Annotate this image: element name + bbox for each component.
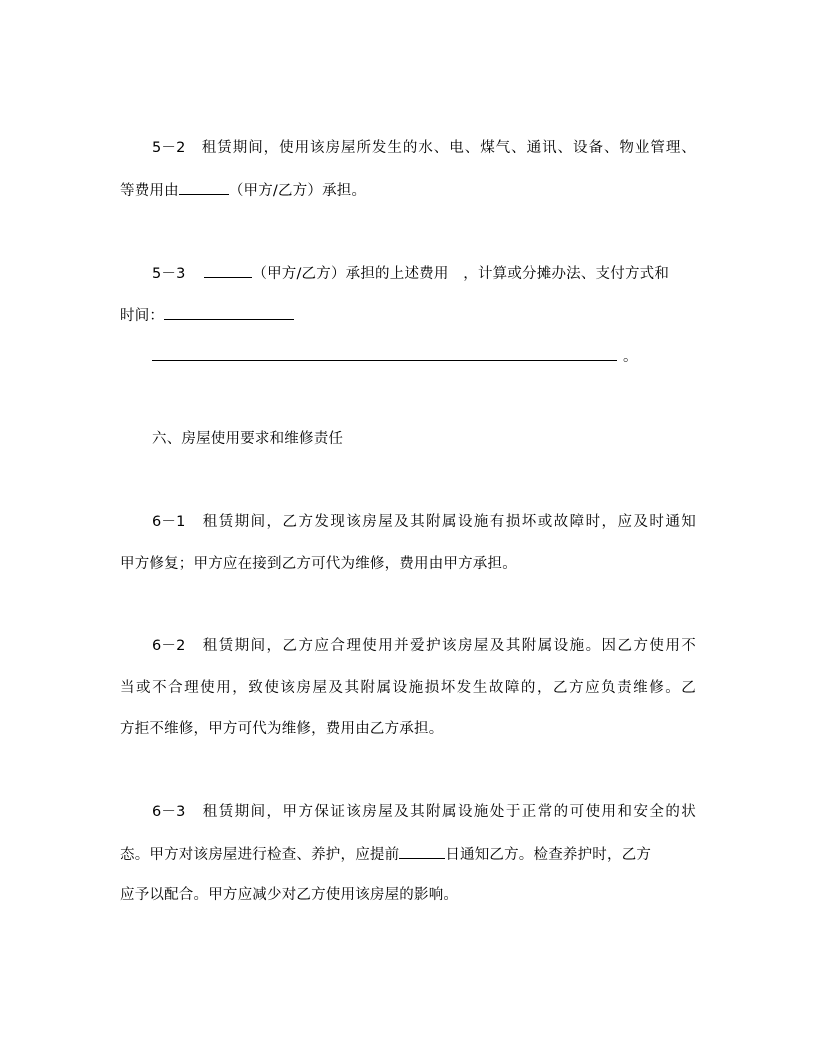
fill-blank-party[interactable] [204,263,252,278]
fill-blank-method[interactable] [152,346,617,361]
fill-blank-time[interactable] [164,305,294,320]
clause-5-2-text-b: （甲方/乙方）承担。 [228,183,367,199]
clause-6-3-text-b: 日通知乙方。检查养护时，乙方 [445,847,652,863]
clause-6-2-line-2: 当或不合理使用，致使该房屋及其附属设施损坏发生故障的，乙方应负责维修。乙 [120,680,696,696]
clause-5-3-line-2 [120,305,294,326]
clause-6-3-line-1: 6－3 租赁期间，甲方保证该房屋及其附属设施处于正常的可使用和安全的状 [152,804,696,820]
clause-6-2-line-1: 6－2 租赁期间，乙方应合理使用并爱护该房屋及其附属设施。因乙方使用不 [152,638,696,654]
section-6-heading: 六、房屋使用要求和维修责任 [152,431,344,447]
clause-5-3-number: 5－3 [152,266,186,282]
clause-6-1-line-1: 6－1 租赁期间，乙方发现该房屋及其附属设施有损坏或故障时，应及时通知 [152,514,696,530]
clause-5-3-line-1 [152,263,696,284]
clause-5-3-text-a: （甲方/乙方）承担的上述费用 ，计算或分摊办法、支付方式和 [252,266,670,282]
clause-6-2-line-3: 方拒不维修，甲方可代为维修，费用由乙方承担。 [120,721,444,737]
clause-5-3-line-3 [152,346,638,367]
clause-6-1-line-2: 甲方修复；甲方应在接到乙方可代为维修，费用由甲方承担。 [120,556,517,572]
fill-blank-days[interactable] [399,844,445,859]
fill-blank-payer[interactable] [179,180,229,195]
clause-5-2-line-2 [120,180,366,201]
clause-5-2-text-a: 等费用由 [120,183,179,199]
clause-6-3-line-2 [120,844,696,865]
clause-5-3-end-mark: 。 [623,349,638,365]
clause-5-3-time-label: 时间： [120,308,165,324]
clause-6-3-text-a: 态。甲方对该房屋进行检查、养护，应提前 [120,847,400,863]
clause-6-3-line-3: 应予以配合。甲方应减少对乙方使用该房屋的影响。 [120,887,459,903]
clause-5-2-line-1: 5－2 租赁期间，使用该房屋所发生的水、电、煤气、通讯、设备、物业管理、 [152,140,696,156]
